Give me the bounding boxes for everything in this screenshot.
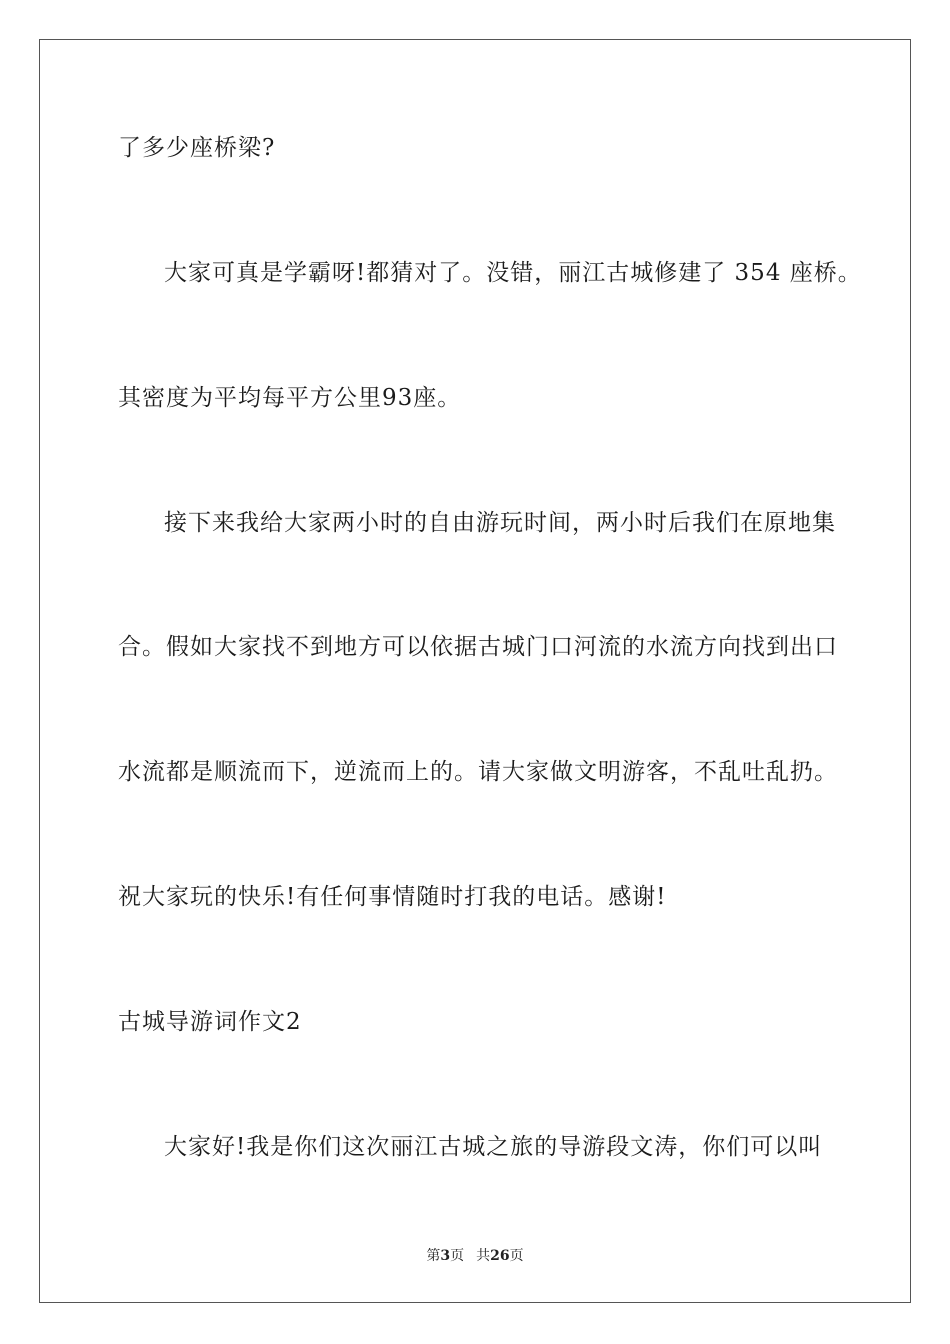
paragraph-line-5: 合。假如大家找不到地方可以依据古城门口河流的水流方向找到出口 [118, 634, 838, 660]
footer-page-suffix: 页 [450, 1248, 465, 1264]
footer-total-suffix: 页 [509, 1248, 524, 1264]
paragraph-line-8: 大家好!我是你们这次丽江古城之旅的导游段文涛，你们可以叫 [164, 1134, 823, 1160]
paragraph-line-2: 大家可真是学霸呀!都猜对了。没错，丽江古城修建了 354 座桥。 [164, 260, 862, 286]
footer-total-prefix: 共 [476, 1248, 491, 1264]
footer-page-prefix: 第 [426, 1248, 441, 1264]
paragraph-line-6: 水流都是顺流而下，逆流而上的。请大家做文明游客，不乱吐乱扔。 [118, 759, 838, 785]
paragraph-line-7: 祝大家玩的快乐!有任何事情随时打我的电话。感谢! [118, 884, 667, 910]
page-footer [0, 1247, 950, 1265]
paragraph-line-1: 了多少座桥梁? [118, 135, 276, 161]
section-heading: 古城导游词作文2 [118, 1009, 302, 1035]
page-border [39, 39, 911, 1303]
paragraph-line-4: 接下来我给大家两小时的自由游玩时间，两小时后我们在原地集 [164, 510, 836, 536]
paragraph-line-3: 其密度为平均每平方公里93座。 [118, 385, 462, 411]
footer-total-pages: 26 [490, 1248, 510, 1264]
footer-current-page: 3 [440, 1248, 451, 1264]
